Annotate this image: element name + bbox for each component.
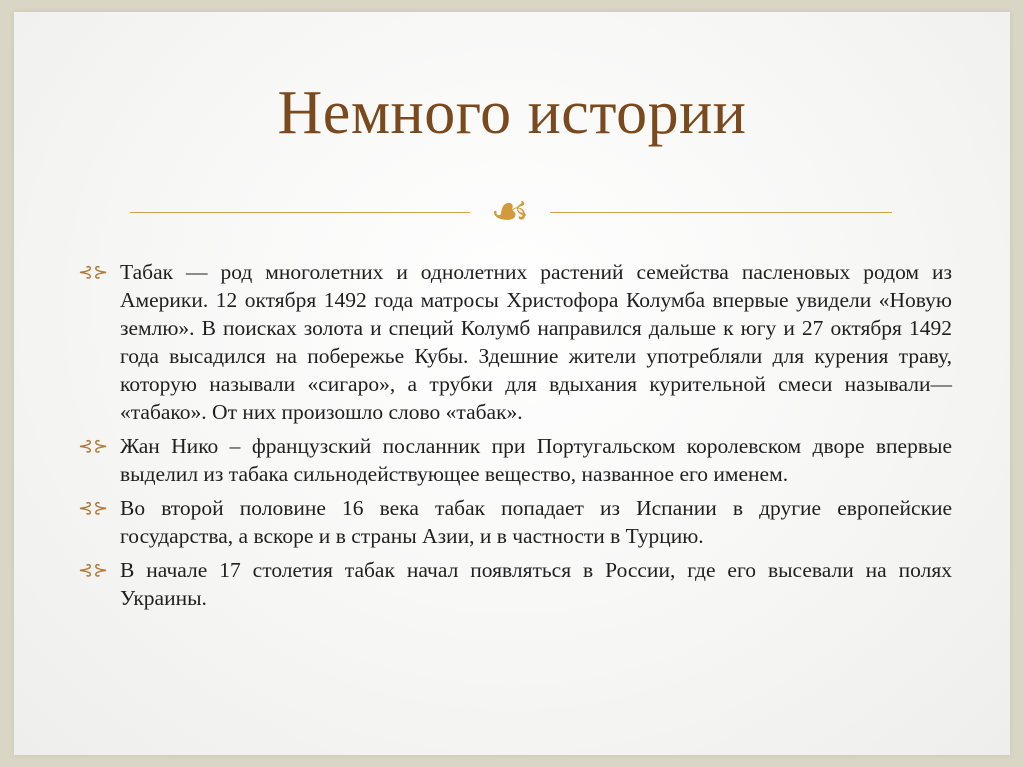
bullet-item xyxy=(78,556,952,612)
divider-line-right xyxy=(550,212,892,213)
bullet-item xyxy=(78,258,952,426)
bullet-item xyxy=(78,432,952,488)
bullet-icon: ⊰⊱ xyxy=(78,436,109,456)
bullet-text: Во второй половине 16 века табак попадает из Испании в другие европейские государства, а вскоре и в страны Азии, и в частности в Турцию. xyxy=(120,496,952,548)
slide-title: Немного истории xyxy=(277,79,747,147)
flourish-icon: ☙ xyxy=(490,187,530,236)
bullet-list xyxy=(78,258,952,618)
bullet-icon: ⊰⊱ xyxy=(78,498,109,518)
bullet-icon: ⊰⊱ xyxy=(78,262,109,282)
title-divider xyxy=(130,187,892,236)
divider-line-left xyxy=(130,212,470,213)
bullet-text: Табак — род многолетних и однолетних растений семейства пасленовых родом из Америки. 12 октября 1492 года матросы Христофора Колумба впервые увидели «Новую землю». В поисках золота и специй Колумб направился дальше к югу и 27 октября 1492 года высадился на побережье Кубы. Здешние жители употребляли для курения траву, которую называли «сигаро», а трубки для вдыхания курительной смеси называли— «табако». От них произошло слово «табак». xyxy=(120,260,952,424)
bullet-text: Жан Нико – французский посланник при Португальском королевском дворе впервые выделил из табака сильнодействующее вещество, названное его именем. xyxy=(120,434,952,486)
bullet-icon: ⊰⊱ xyxy=(78,560,109,580)
bullet-text: В начале 17 столетия табак начал появляться в России, где его высевали на полях Украины. xyxy=(120,558,952,610)
bullet-item xyxy=(78,494,952,550)
